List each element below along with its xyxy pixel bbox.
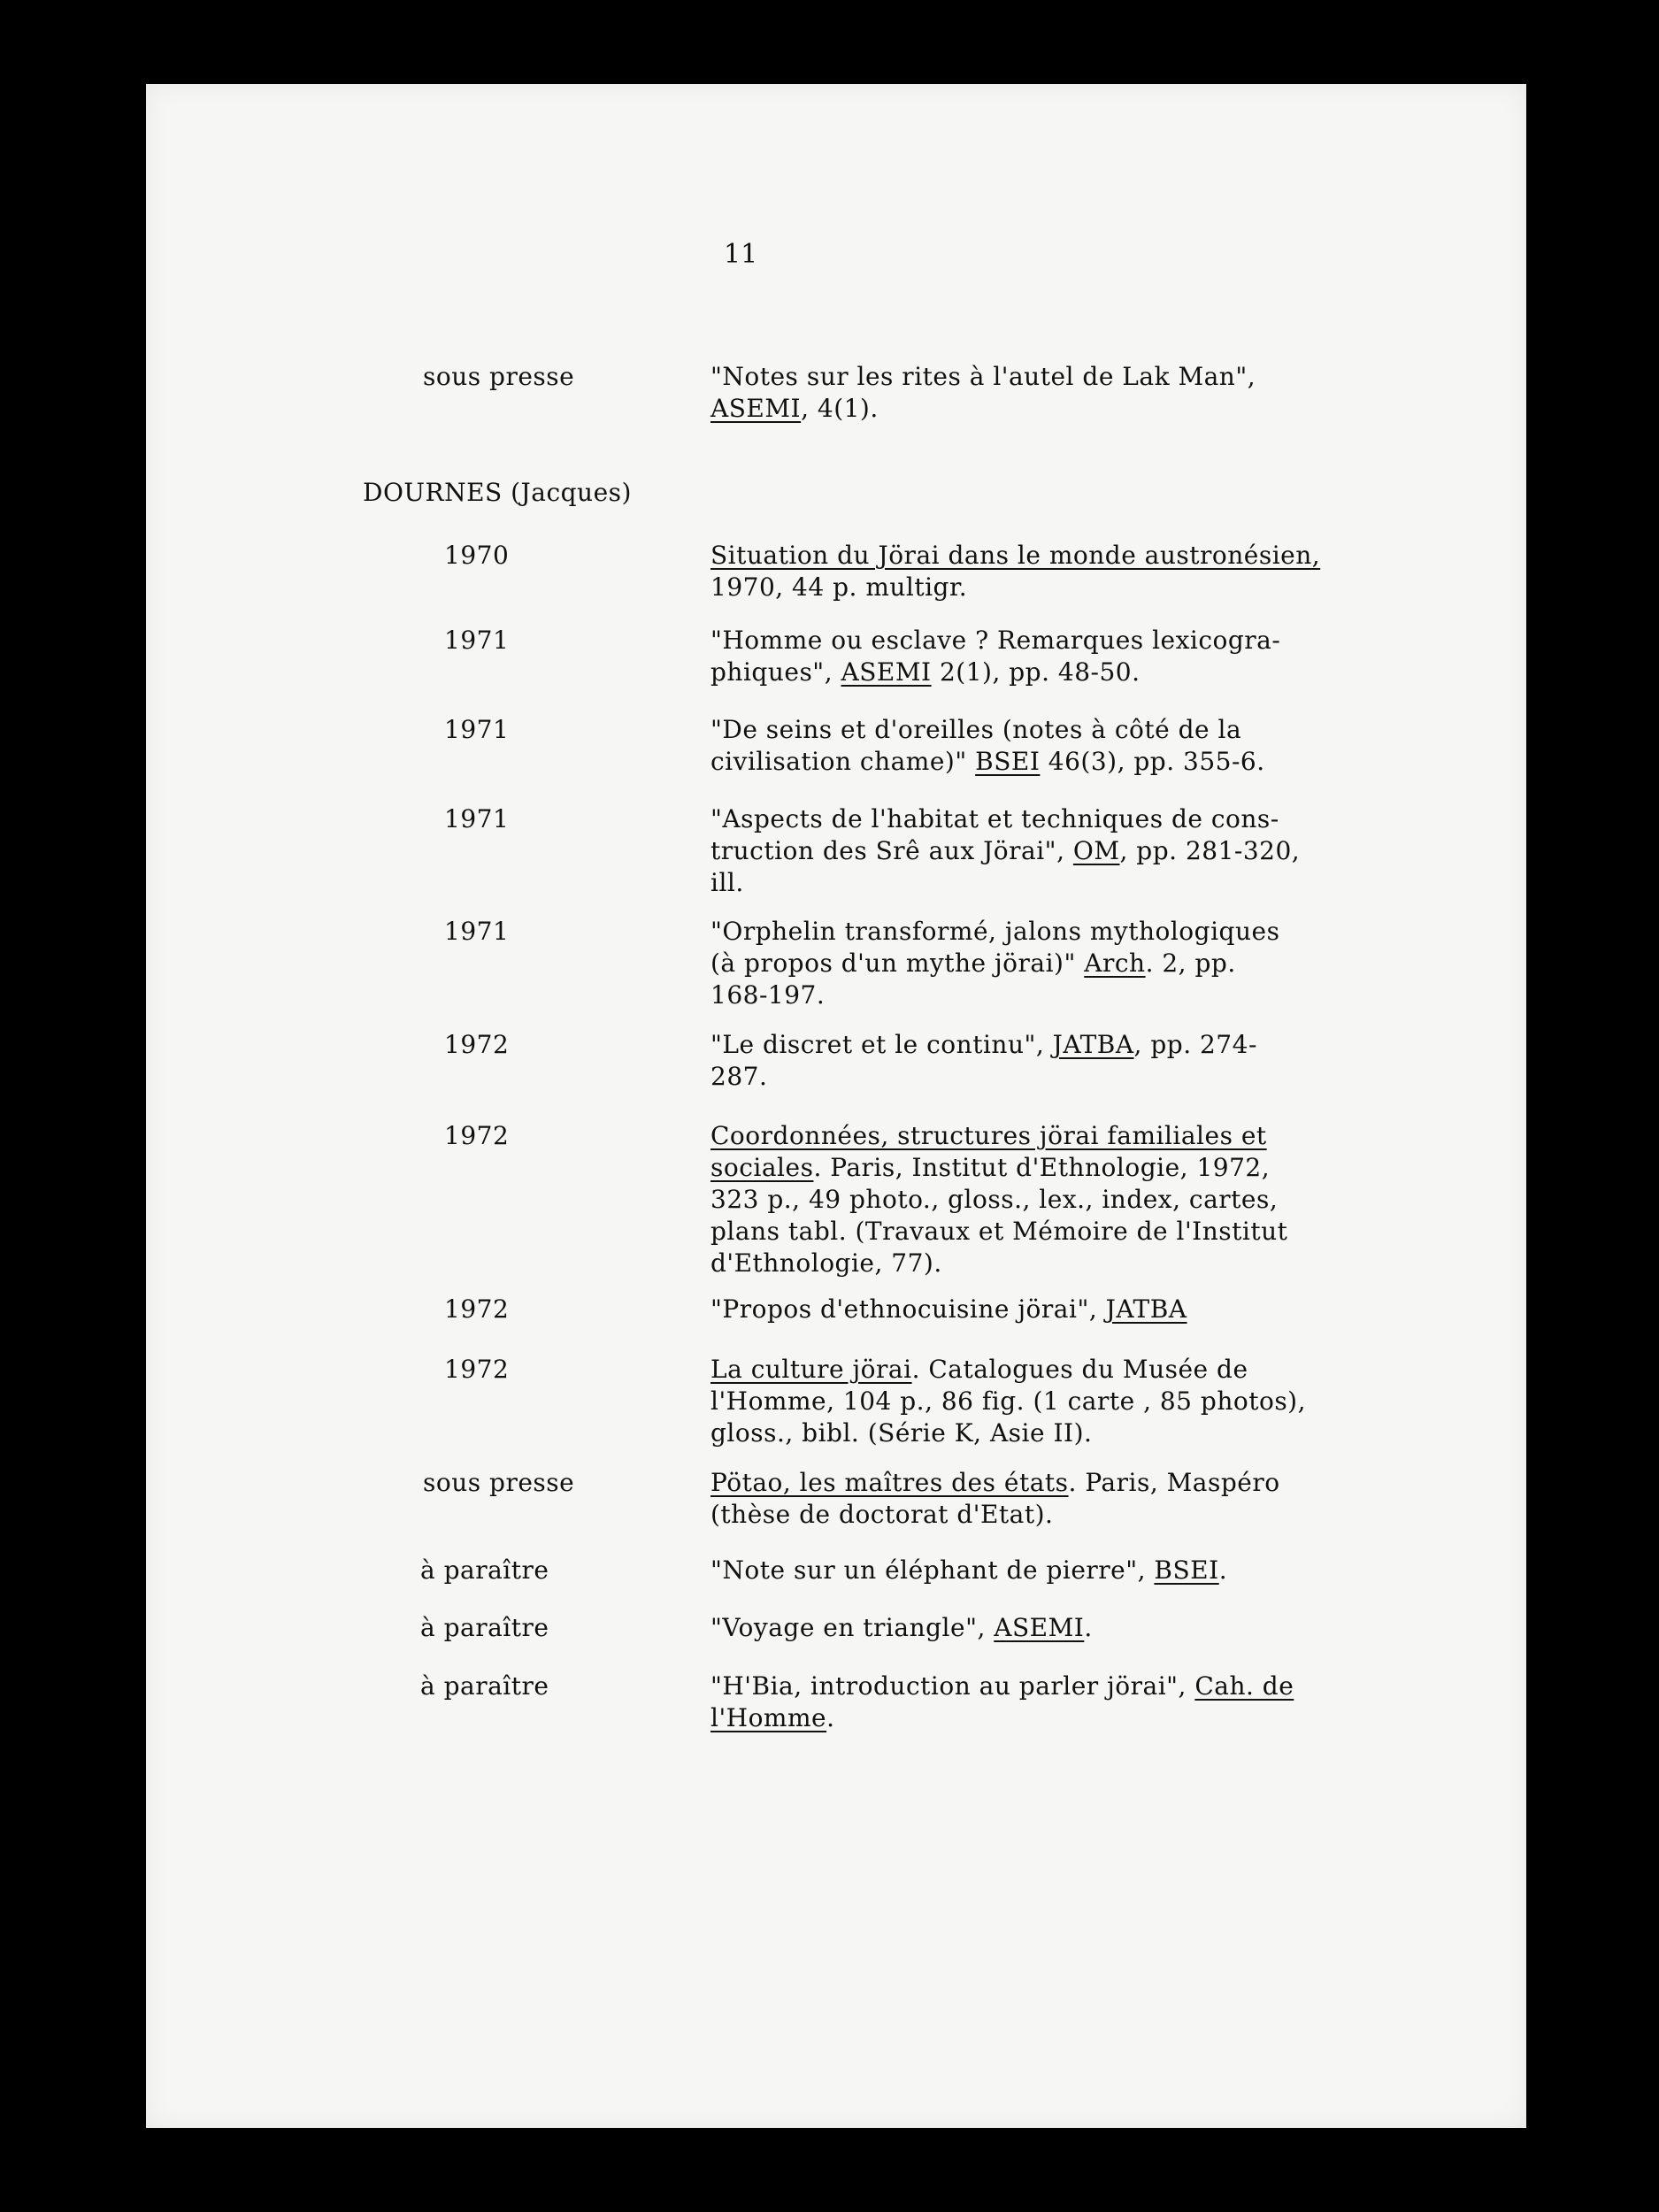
- entry-date: à paraître: [420, 1613, 549, 1642]
- entry-reference: Pötao, les maîtres des états. Paris, Maspéro (thèse de doctorat d'Etat).: [710, 1468, 1280, 1529]
- entry-reference: "Orphelin transformé, jalons mythologiques (à propos d'un mythe jörai)" Arch. 2, pp. 168-197.: [710, 917, 1280, 1010]
- entry-date: 1971: [444, 626, 510, 655]
- entry-date: 1971: [444, 917, 510, 946]
- entry-reference: La culture jörai. Catalogues du Musée de l'Homme, 104 p., 86 fig. (1 carte , 85 photos), gloss., bibl. (Série K, Asie II).: [710, 1355, 1307, 1448]
- entry-date: 1970: [444, 541, 510, 570]
- entry-date: 1972: [444, 1355, 510, 1384]
- entry-reference: "Homme ou esclave ? Remarques lexicogra- phiques", ASEMI 2(1), pp. 48-50.: [710, 626, 1281, 687]
- entry-date: 1972: [444, 1121, 510, 1150]
- entry-date: 1971: [444, 715, 510, 744]
- page-number: 11: [724, 239, 758, 270]
- entry-reference: "Propos d'ethnocuisine jörai", JATBA: [710, 1294, 1187, 1324]
- entry-reference: "Note sur un éléphant de pierre", BSEI.: [710, 1555, 1228, 1585]
- entry-date: à paraître: [420, 1555, 549, 1585]
- entry-date: sous presse: [423, 362, 575, 391]
- entry-date: à paraître: [420, 1671, 549, 1701]
- entry-reference: "Le discret et le continu", JATBA, pp. 274- 287.: [710, 1030, 1257, 1091]
- entry-reference: "De seins et d'oreilles (notes à côté de la civilisation chame)" BSEI 46(3), pp. 355-6.: [710, 715, 1265, 776]
- entry-reference: "H'Bia, introduction au parler jörai", Cah. de l'Homme.: [710, 1671, 1294, 1732]
- entry-reference: "Notes sur les rites à l'autel de Lak Man", ASEMI, 4(1).: [710, 362, 1256, 423]
- entry-date: 1971: [444, 804, 510, 833]
- author-heading: DOURNES (Jacques): [363, 478, 632, 507]
- entry-date: sous presse: [423, 1468, 575, 1497]
- entry-reference: Coordonnées, structures jörai familiales et sociales. Paris, Institut d'Ethnologie, 1972, 323 p., 49 photo., gloss., lex., index, cartes, plans tabl. (Travaux et Mémoire de l'Institut d'Ethnologie, 77).: [710, 1121, 1288, 1278]
- entry-reference: "Aspects de l'habitat et techniques de cons- truction des Srê aux Jörai", OM, pp. 281-320, ill.: [710, 804, 1301, 897]
- entry-date: 1972: [444, 1030, 510, 1059]
- entry-date: 1972: [444, 1294, 510, 1324]
- entry-reference: Situation du Jörai dans le monde austronésien, 1970, 44 p. multigr.: [710, 541, 1321, 602]
- entry-reference: "Voyage en triangle", ASEMI.: [710, 1613, 1093, 1642]
